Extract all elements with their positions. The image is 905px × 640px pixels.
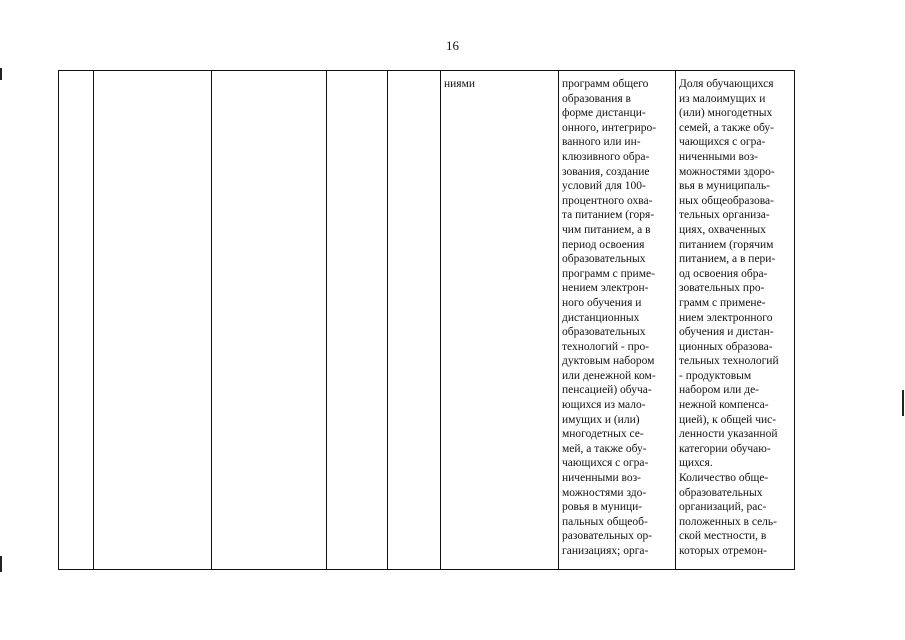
table-cell-col1 xyxy=(59,71,94,570)
continuation-table xyxy=(58,70,795,570)
table-cell-col8 xyxy=(676,71,795,570)
table-cell-col2 xyxy=(94,71,212,570)
table-cell-col3 xyxy=(212,71,327,570)
col8-text: Доля обучающихся из малоимущих и (или) многодетных семей, а также обу- чающихся с огра- ниченными воз- можностями здоро- вья в муниципаль- ных общеобразова- тельных организа- циях, охваченных питанием (горячим питанием, а в пери- од освоения обра- зовательных про- грамм с примене- нием электронного обучения и дистан- ционных образова- тельных технологий - продуктовым набором или де- нежной компенса- цией), к общей чис- ленности указанной категории обучаю- щихся. Количество обще- образовательных организаций, рас- положенных в сель- ской местности, в которых отремон- xyxy=(679,78,779,557)
scan-edge-mark-bottom xyxy=(0,556,2,572)
scan-edge-mark-right xyxy=(902,390,904,416)
scan-edge-mark-top xyxy=(0,68,2,80)
col6-text: ниями xyxy=(444,78,476,90)
page-number: 16 xyxy=(446,38,459,53)
table-row xyxy=(59,71,795,570)
col7-text: программ общего образования в форме дистанци- онного, интегриро- ванного или ин- клюзивного обра- зования, создание условий для 100- процентного охва- та питанием (горя- чим питанием, а в период освоения образовательных программ с приме- нением электрон- ного обучения и дистанционных образовательных технологий - про- дуктовым набором или денежной ком- пенсацией) обуча- ющихся из мало- имущих и (или) многодетных се- мей, а также обу- чающихся с огра- ниченными воз- можностями здо- ровья в муници- пальных общеоб- разовательных ор- ганизациях; орга- xyxy=(562,78,657,557)
table-cell-col7 xyxy=(559,71,676,570)
table-cell-col6 xyxy=(441,71,559,570)
table-cell-col5 xyxy=(388,71,441,570)
table-cell-col4 xyxy=(327,71,388,570)
